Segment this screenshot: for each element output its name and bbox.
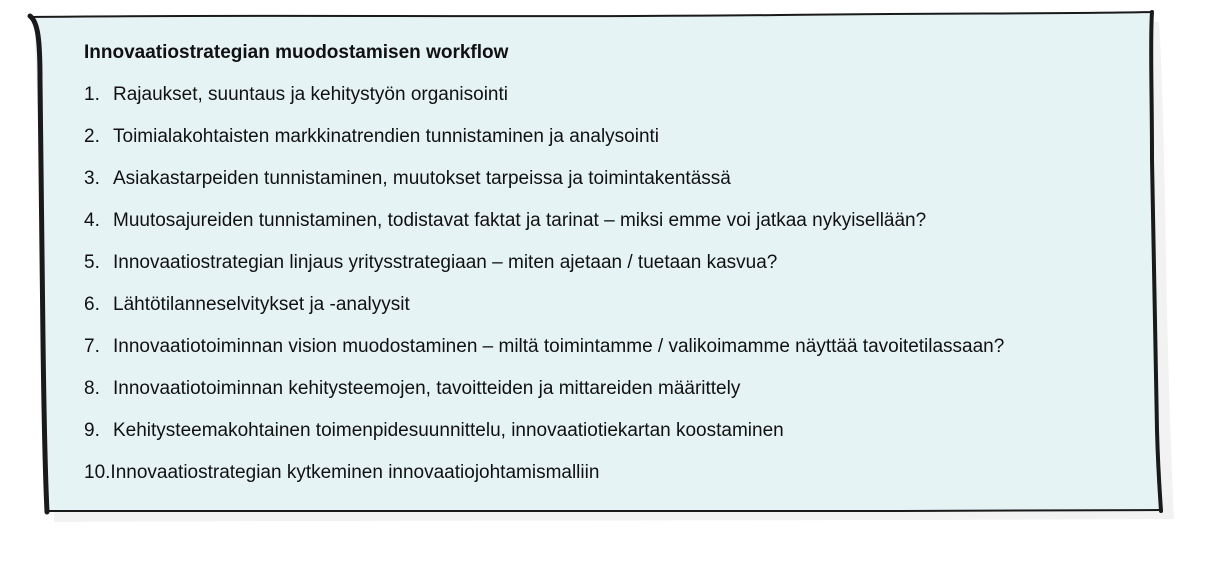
step-text: Innovaatiostrategian kytkeminen innovaatiojohtamismalliin (110, 462, 600, 483)
step-text: Muutosajureiden tunnistaminen, todistavat faktat ja tarinat – miksi emme voi jatkaa nykyisellään? (113, 210, 927, 231)
step-number: 7. (84, 336, 100, 357)
workflow-title: Innovaatiostrategian muodostamisen workflow (84, 42, 509, 63)
step-text: Innovaatiotoiminnan vision muodostaminen – miltä toimintamme / valikoimamme näyttää tavoitetilassaan? (113, 336, 1005, 357)
step-text: Rajaukset, suuntaus ja kehitystyön organisointi (113, 84, 509, 105)
workflow-steps-list (84, 66, 1164, 486)
workflow-step-6 (84, 276, 1164, 318)
step-number: 2. (84, 126, 100, 147)
workflow-step-8 (84, 360, 1164, 402)
step-number: 3. (84, 168, 100, 189)
step-text: Asiakastarpeiden tunnistaminen, muutokset tarpeissa ja toimintakentässä (113, 168, 731, 189)
step-number: 10. (84, 462, 111, 483)
step-number: 8. (84, 378, 100, 399)
workflow-step-2 (84, 108, 1164, 150)
step-text: Innovaatiotoiminnan kehitysteemojen, tavoitteiden ja mittareiden määrittely (113, 378, 741, 399)
step-number: 6. (84, 294, 100, 315)
panel-bottom-edge (46, 510, 1162, 511)
workflow-step-5 (84, 234, 1164, 276)
step-text: Lähtötilanneselvitykset ja -analyysit (113, 294, 410, 315)
step-text: Kehitysteemakohtainen toimenpidesuunnittelu, innovaatiotiekartan koostaminen (113, 420, 784, 441)
workflow-step-7 (84, 318, 1164, 360)
step-text: Innovaatiostrategian linjaus yritysstrategiaan – miten ajetaan / tuetaan kasvua? (113, 252, 778, 273)
workflow-step-4 (84, 192, 1164, 234)
step-number: 9. (84, 420, 100, 441)
workflow-step-9 (84, 402, 1164, 444)
workflow-step-3 (84, 150, 1164, 192)
step-number: 5. (84, 252, 100, 273)
workflow-step-10 (84, 444, 1164, 486)
step-number: 4. (84, 210, 100, 231)
workflow-step-1 (84, 66, 1164, 108)
step-text: Toimialakohtaisten markkinatrendien tunnistaminen ja analysointi (113, 126, 660, 147)
workflow-content (84, 40, 1164, 486)
step-number: 1. (84, 84, 100, 105)
